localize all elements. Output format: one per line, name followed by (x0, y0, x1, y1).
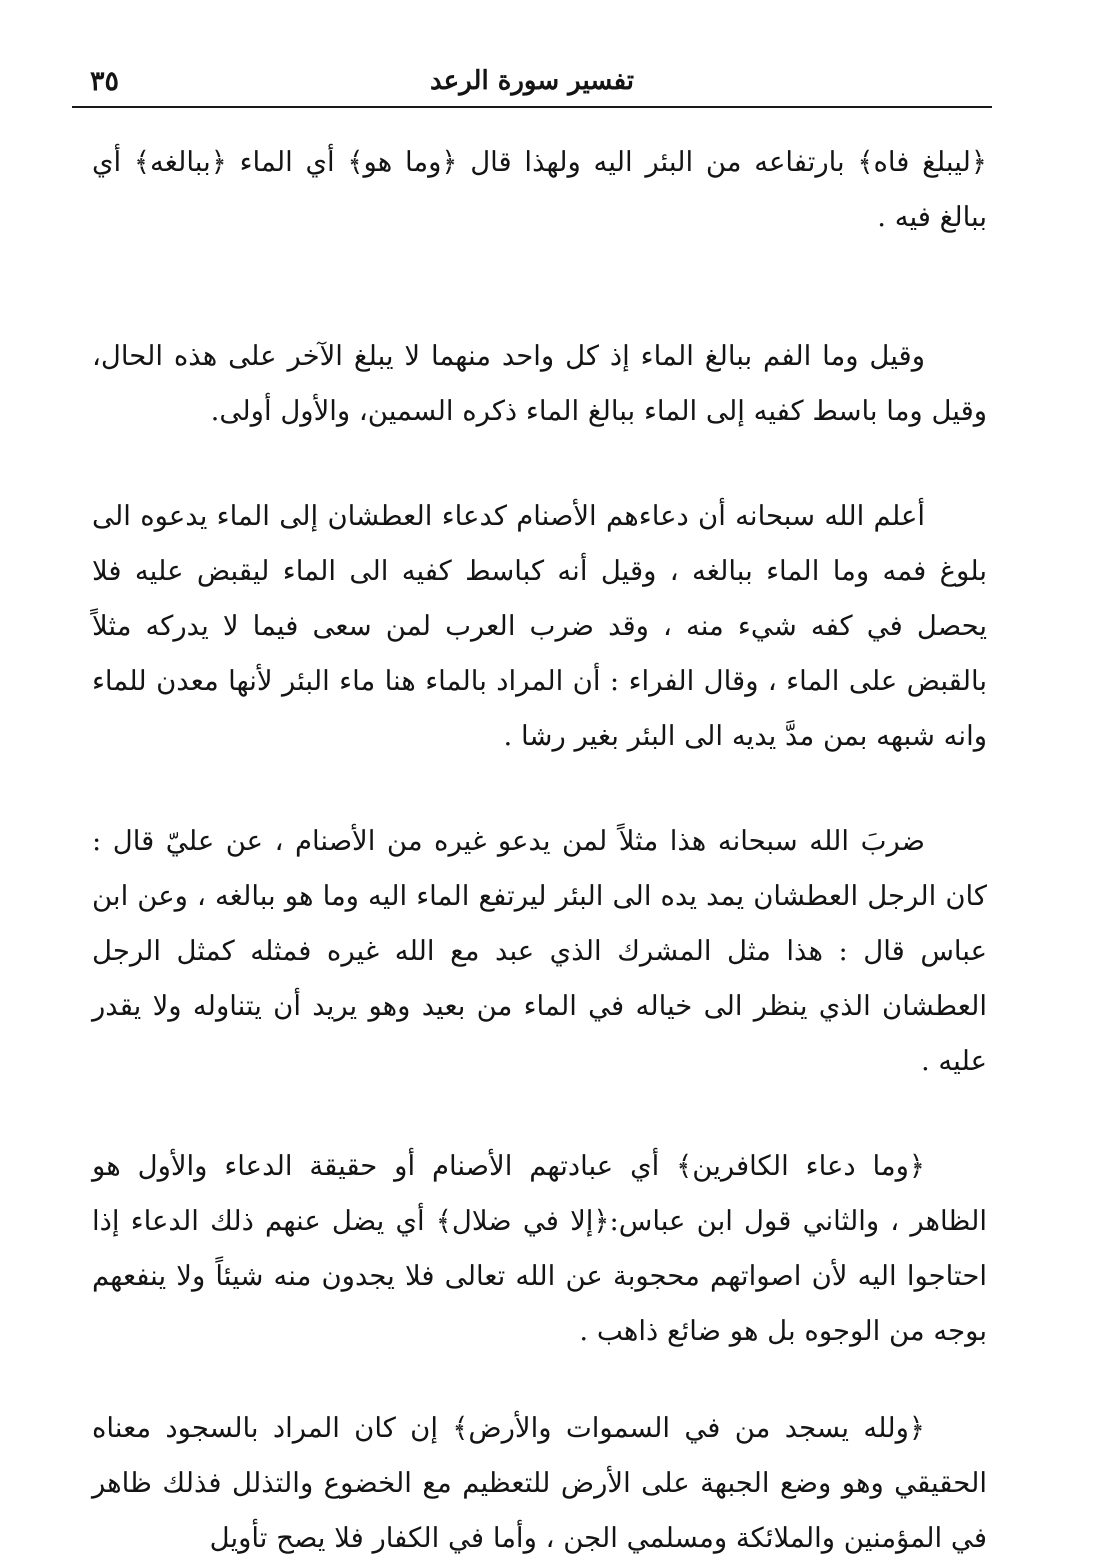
header-rule (72, 106, 992, 108)
paragraph-2: وقيل وما الفم ببالغ الماء إذ كل واحد منهما لا يبلغ الآخر على هذه الحال، وقيل وما باسط كفيه إلى الماء ببالغ الماء ذكره السمين، والأول أولى. (92, 340, 987, 427)
paragraph-spacer (92, 439, 987, 489)
page-number: ٣٥ (90, 66, 120, 97)
paragraph-spacer (92, 764, 987, 814)
paragraph-6: ﴿ولله يسجد من في السموات والأرض﴾ إن كان المراد بالسجود معناه الحقيقي وهو وضع الجبهة على الأرض للتعظيم مع الخضوع والتذلل فذلك ظاهر في المؤمنين والملائكة ومسلمي الجن ، وأما في الكفار فلا يصح تأويل (92, 1412, 987, 1554)
paragraph-5: ﴿وما دعاء الكافرين﴾ أي عبادتهم الأصنام أو حقيقة الدعاء والأول هو الظاهر ، والثاني قول ابن عباس:﴿إلا في ضلال﴾ أي يضل عنهم ذلك الدعاء إذا احتاجوا اليه لأن اصواتهم محجوبة عن الله تعالى فلا يجدون منه شيئاً ولا ينفعهم بوجه من الوجوه بل هو ضائع ذاهب . (92, 1150, 987, 1347)
paragraph-1: ﴿ليبلغ فاه﴾ بارتفاعه من البئر اليه ولهذا قال ﴿وما هو﴾ أي الماء ﴿ببالغه﴾ أي ببالغ فيه . (92, 146, 987, 233)
paragraph-spacer (92, 245, 987, 329)
body-text (92, 135, 987, 1566)
paragraph-3: أعلم الله سبحانه أن دعاءهم الأصنام كدعاء العطشان إلى الماء يدعوه الى بلوغ فمه وما الماء ببالغه ، وقيل أنه كباسط كفيه الى الماء ليقبض عليه فلا يحصل في كفه شيء منه ، وقد ضرب العرب لمن سعى فيما لا يدركه مثلاً بالقبض على الماء ، وقال الفراء : أن المراد بالماء هنا ماء البئر لأنها معدن للماء وانه شبهه بمن مدَّ يديه الى البئر بغير رشا . (92, 500, 988, 752)
paragraph-4: ضربَ الله سبحانه هذا مثلاً لمن يدعو غيره من الأصنام ، عن عليّ قال : كان الرجل العطشان يمد يده الى البئر ليرتفع الماء اليه وما هو ببالغه ، وعن ابن عباس قال : هذا مثل المشرك الذي عبد مع الله غيره فمثله كمثل الرجل العطشان الذي ينظر الى خياله في الماء من بعيد وهو يريد أن يتناوله ولا يقدر عليه . (92, 825, 987, 1077)
running-title: تفسير سورة الرعد (430, 66, 634, 96)
paragraph-spacer (92, 1089, 987, 1139)
running-head (72, 58, 992, 102)
paragraph-spacer (92, 1359, 987, 1401)
